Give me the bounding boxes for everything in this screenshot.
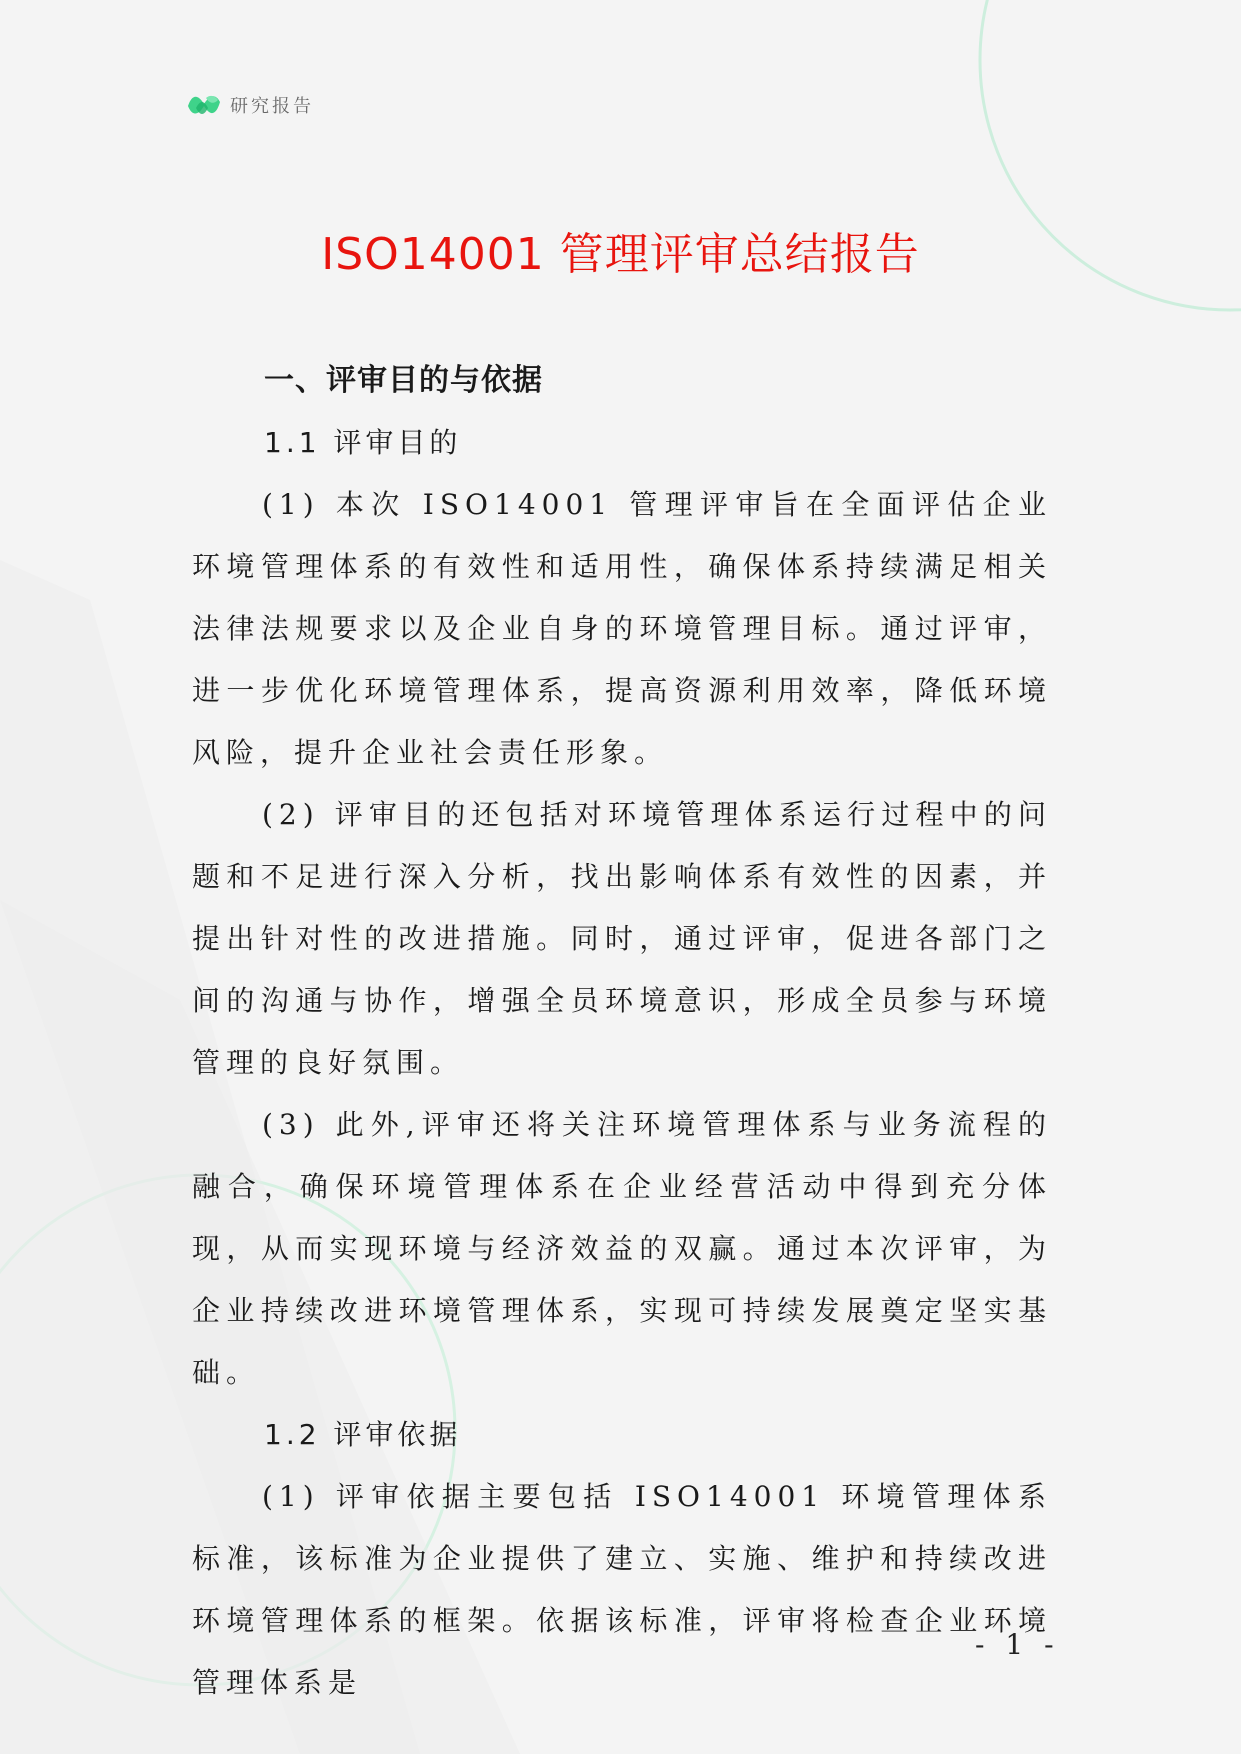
paragraph: (2) 评审目的还包括对环境管理体系运行过程中的问题和不足进行深入分析，找出影响体系有效性的因素，并提出针对性的改进措施。同时，通过评审，促进各部门之间的沟通与协作，增强全员环境意识，形成全员参与环境管理的良好氛围。 [192,798,1052,1079]
paragraph: (3) 此外,评审还将关注环境管理体系与业务流程的融合，确保环境管理体系在企业经营活动中得到充分体现，从而实现环境与经济效益的双赢。通过本次评审，为企业持续改进环境管理体系，实现可持续发展奠定坚实基础。 [192,1108,1052,1389]
paragraph: (1) 评审依据主要包括 ISO14001 环境管理体系标准，该标准为企业提供了建立、实施、维护和持续改进环境管理体系的框架。依据该标准，评审将检查企业环境管理体系是 [192,1480,1052,1699]
brand-text: 研究报告 [230,96,314,117]
paragraph: (1) 本次 ISO14001 管理评审旨在全面评估企业环境管理体系的有效性和适用性，确保体系持续满足相关法律法规要求以及企业自身的环境管理目标。通过评审，进一步优化环境管理体系，提高资源利用效率，降低环境风险，提升企业社会责任形象。 [192,488,1052,769]
document-body [192,350,1052,1714]
brand-header [186,90,314,120]
subsection-heading: 1.2 评审依据 [264,1418,462,1451]
document-title: ISO14001 管理评审总结报告 [321,229,920,280]
brand-logo-icon [186,90,222,120]
page-number: - 1 - [975,1628,1060,1661]
subsection-heading: 1.1 评审目的 [264,426,462,459]
section-heading: 一、评审目的与依据 [264,363,543,398]
